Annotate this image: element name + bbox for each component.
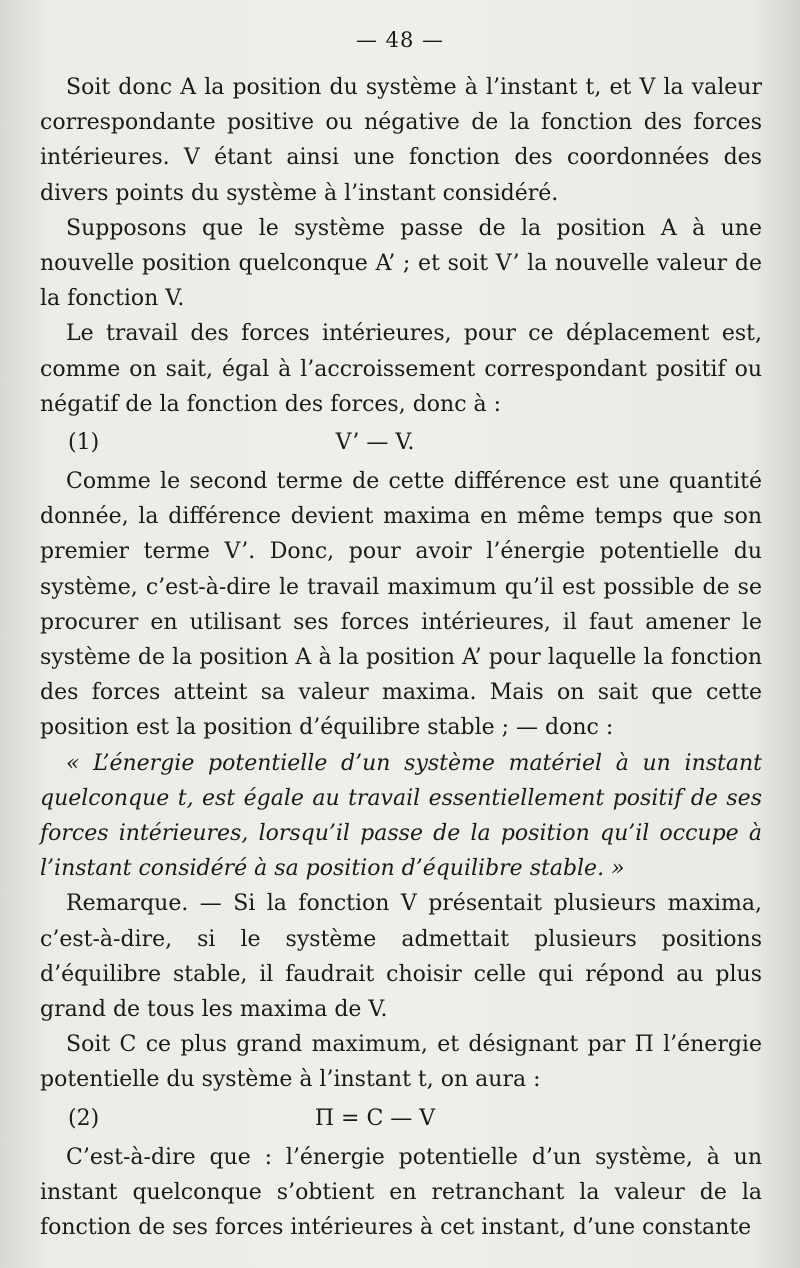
equation-number: (1) xyxy=(68,430,100,456)
equation-2 xyxy=(40,1100,762,1138)
equation-1 xyxy=(40,424,762,462)
paragraph-3: Le travail des forces intérieures, pour ce déplacement est, comme on sait, égal à l’accroissement correspondant positif ou négatif de la fonction des forces, donc à : xyxy=(40,321,762,417)
equation-expression: Π = C — V xyxy=(314,1106,436,1132)
paragraph-7: Soit C ce plus grand maximum, et désignant par Π l’énergie potentielle du système à l’instant t, on aura : xyxy=(40,1032,762,1093)
paragraph-2: Supposons que le système passe de la position A à une nouvelle position quelconque A’ ; et soit V’ la nouvelle valeur de la fonction V. xyxy=(40,215,762,312)
page-body xyxy=(40,70,762,1245)
paragraph-5-quote: « L’énergie potentielle d’un système matériel à un instant quelconque t, est égale au travail essentiellement positif de ses forces intérieures, lorsqu’il passe de la position qu’il occupe à l’instant considéré à sa position d’équilibre stable. » xyxy=(40,750,762,882)
paragraph-8: C’est-à-dire que : l’énergie potentielle d’un système, à un instant quelconque s’obtient en retranchant la valeur de la fonction de ses forces intérieures à cet instant, d’une constante xyxy=(40,1144,762,1241)
paragraph-1: Soit donc A la position du système à l’instant t, et V la valeur correspondante positive ou négative de la fonction des forces intérieures. V étant ainsi une fonction des coordonnées des divers points du système à l’instant considéré. xyxy=(40,75,762,206)
equation-number: (2) xyxy=(68,1106,100,1132)
paragraph-4: Comme le second terme de cette différence est une quantité donnée, la différence devient maxima en même temps que son premier terme V’. Donc, pour avoir l’énergie potentielle du système, c’est-à-dire le travail maximum qu’il est possible de se procurer en utilisant ses forces intérieures, il faut amener le système de la position A à la position A’ pour laquelle la fonction des forces atteint sa valeur maxima. Mais on sait que cette position est la position d’équilibre stable ; — donc : xyxy=(40,469,762,741)
equation-expression: V’ — V. xyxy=(335,430,415,456)
page-number: — 48 — xyxy=(355,28,445,52)
paragraph-6-remarque: Remarque. — Si la fonction V présentait plusieurs maxima, c’est-à-dire, si le système admettait plusieurs positions d’équilibre stable, il faudrait choisir celle qui répond au plus grand de tous les maxima de V. xyxy=(40,891,762,1023)
